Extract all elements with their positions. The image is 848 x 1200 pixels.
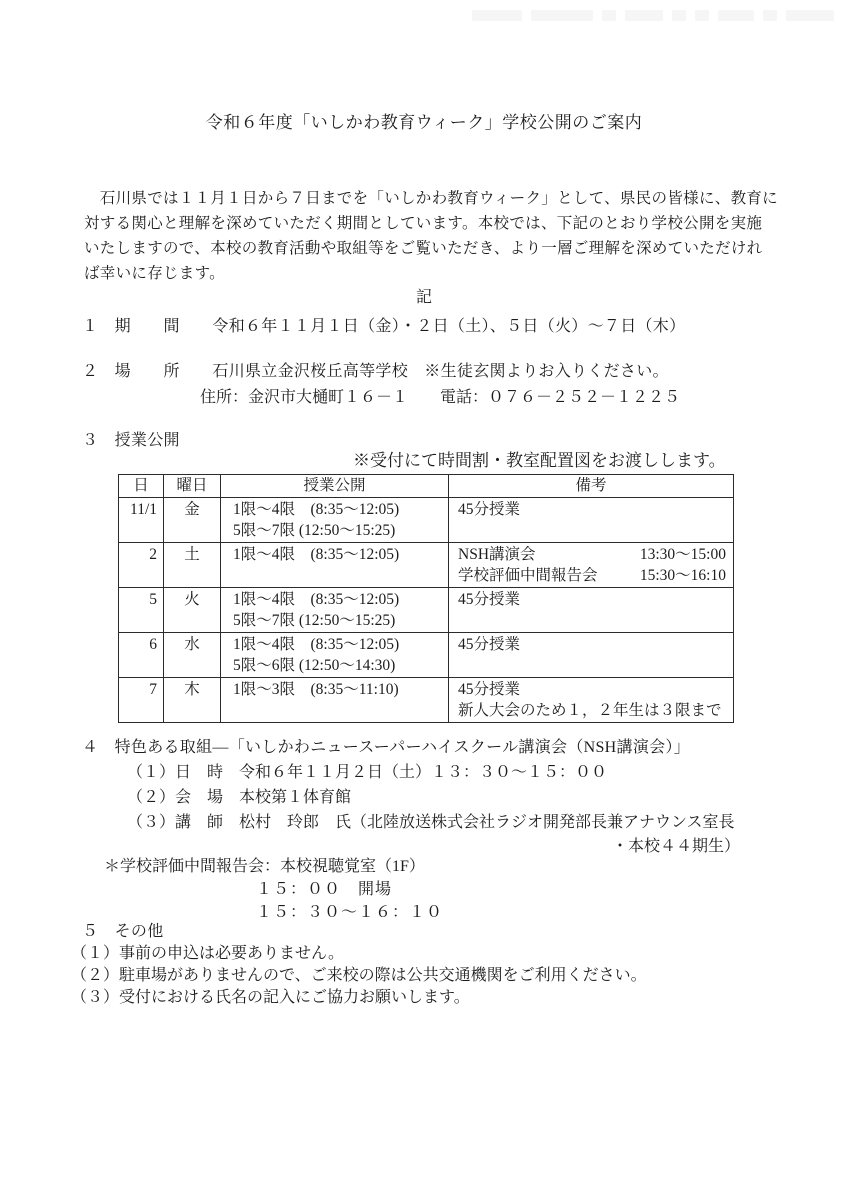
others-item-3: （３）受付における氏名の記入にご協力お願いします。 — [71, 989, 470, 1006]
section-others-heading: ５ その他 — [82, 923, 164, 940]
faint-scan-artifact — [472, 10, 834, 21]
report-location: ＊学校評価中間報告会：本校視聴覚室（1F） — [104, 858, 425, 875]
cell-periods: 1限～4限 (8:35～12:05) — [221, 543, 449, 588]
intro-line: ば幸いに存じます。 — [84, 265, 225, 282]
cell-remarks: 45分授業 新人大会のため１，２年生は３限まで — [449, 678, 734, 723]
intro-line: いたしますので、本校の教育活動や取組等をご覧いただき、より一層ご理解を深めていただけれ — [84, 240, 763, 257]
others-item-2: （２）駐車場がありませんので、ご来校の際は公共交通機関をご利用ください。 — [71, 967, 647, 984]
table-row — [119, 678, 734, 723]
section-class-open: ３ 授業公開 — [82, 432, 180, 449]
intro-paragraph — [84, 186, 778, 286]
section-feature-heading: ４ 特色ある取組―「いしかわニュースーパーハイスクール講演会（NSH講演会）」 — [82, 739, 691, 756]
table-row — [119, 588, 734, 633]
cell-periods: 1限～4限 (8:35～12:05) 5限～6限 (12:50～14:30) — [221, 633, 449, 678]
place-address: 住所：金沢市大樋町１６－１ 電話：０７６－２５２－１２２５ — [200, 389, 681, 406]
feature-item-datetime: （１）日 時 令和６年１１月２日（土）１３：３０～１５：００ — [127, 764, 608, 781]
section-place: ２ 場 所 石川県立金沢桜丘高等学校 ※生徒玄関よりお入りください。 — [82, 363, 669, 380]
schedule-table — [118, 474, 734, 723]
report-session-time: １５：３０～１６：１０ — [256, 904, 444, 921]
header-remarks: 備考 — [449, 475, 734, 498]
table-row — [119, 543, 734, 588]
cell-remarks: 45分授業 — [449, 588, 734, 633]
intro-line: 対する関心と理解を深めていただく期間としています。本校では、下記のとおり学校公開を実施 — [84, 215, 763, 232]
lecturer-suffix: ・本校４４期生） — [611, 838, 740, 855]
cell-day: 水 — [164, 633, 221, 678]
table-row — [119, 633, 734, 678]
feature-item-lecturer: （３）講 師 松村 玲郎 氏（北陸放送株式会社ラジオ開発部長兼アナウンス室長 — [127, 814, 735, 831]
header-date: 日 — [119, 475, 164, 498]
feature-item-venue: （２）会 場 本校第１体育館 — [127, 789, 352, 806]
cell-periods: 1限～4限 (8:35～12:05) 5限～7限 (12:50～15:25) — [221, 588, 449, 633]
cell-date: 7 — [119, 678, 164, 723]
cell-date: 6 — [119, 633, 164, 678]
cell-remarks: 45分授業 — [449, 633, 734, 678]
report-open-time: １５：００ 開場 — [256, 881, 393, 898]
page-title: 令和６年度「いしかわ教育ウィーク」学校公開のご案内 — [205, 113, 643, 132]
cell-remarks: NSH講演会 13:30～15:00 学校評価中間報告会 15:30～16:10 — [449, 543, 734, 588]
reception-note: ※受付にて時間割・教室配置図をお渡しします。 — [353, 451, 726, 470]
section-period: １ 期 間 令和６年１１月１日（金）・２日（土）、５日（火）～７日（木） — [82, 318, 686, 335]
cell-periods: 1限～4限 (8:35～12:05) 5限～7限 (12:50～15:25) — [221, 498, 449, 543]
cell-day: 金 — [164, 498, 221, 543]
table-row — [119, 498, 734, 543]
record-marker: 記 — [415, 289, 432, 306]
others-item-1: （１）事前の申込は必要ありません。 — [71, 945, 344, 962]
header-day: 曜日 — [164, 475, 221, 498]
cell-date: 5 — [119, 588, 164, 633]
cell-day: 土 — [164, 543, 221, 588]
cell-remarks: 45分授業 — [449, 498, 734, 543]
cell-date: 11/1 — [119, 498, 164, 543]
cell-day: 木 — [164, 678, 221, 723]
table-header-row — [119, 475, 734, 498]
cell-date: 2 — [119, 543, 164, 588]
header-open: 授業公開 — [221, 475, 449, 498]
intro-line: 石川県では１１月１日から７日までを「いしかわ教育ウィーク」として、県民の皆様に、教育に — [84, 190, 778, 207]
cell-periods: 1限～3限 (8:35～11:10) — [221, 678, 449, 723]
cell-day: 火 — [164, 588, 221, 633]
